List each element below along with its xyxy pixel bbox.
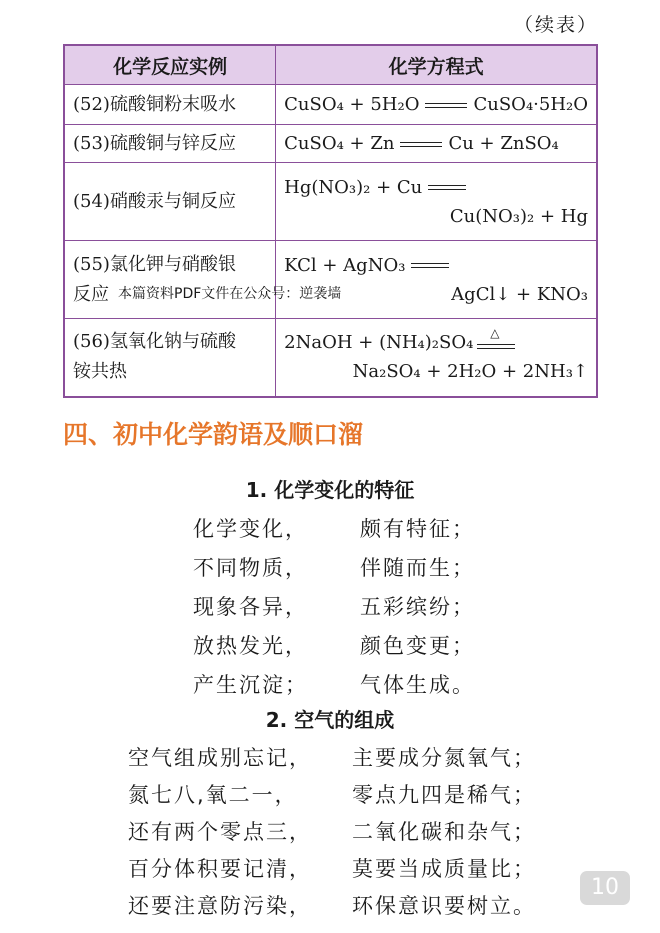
reaction-name: (53)硫酸铜与锌反应: [64, 125, 276, 163]
table-header-row: [64, 45, 597, 85]
page-number: 10: [580, 871, 630, 905]
verse-line-right: 环保意识要树立。: [352, 894, 536, 918]
verse-line-right: 五彩缤纷；: [360, 595, 475, 619]
reaction-name-line1: (55)氯化钾与硝酸银: [73, 253, 236, 275]
verse-line-left: 化学变化，: [193, 517, 308, 541]
verse-line-right: 气体生成。: [360, 673, 475, 697]
equals-sign-icon: [411, 263, 449, 268]
reaction-name: (52)硫酸铜粉末吸水: [64, 85, 276, 125]
verse-line-right: 主要成分氮氧气；: [352, 746, 536, 770]
equation: [276, 241, 597, 319]
reaction-table: [63, 44, 598, 398]
verse-line-left: 放热发光，: [193, 634, 308, 658]
table-row: [64, 319, 597, 397]
verse-line-right: 二氧化碳和杂气；: [352, 820, 536, 844]
verse-line-left: 现象各异，: [193, 595, 308, 619]
table-row: [64, 163, 597, 241]
verse-line-right: 颇有特征；: [360, 517, 475, 541]
verse-line-left: 还要注意防污染，: [128, 894, 312, 918]
verse-line-right: 伴随而生；: [360, 556, 475, 580]
section-title: 四、初中化学韵语及顺口溜: [63, 420, 364, 449]
verse-line-right: 零点九四是稀气；: [352, 783, 536, 807]
heat-condition: △: [490, 326, 500, 341]
equation: [276, 163, 597, 241]
continued-label: （续表）: [513, 14, 598, 36]
reaction-name-line2: 铵共热: [73, 361, 127, 383]
verse-line-right: 莫要当成质量比；: [352, 857, 536, 881]
equation-right: Cu(NO₃)₂ + Hg: [449, 205, 588, 227]
equation: [276, 319, 597, 397]
verse-line-left: 氮七八,氧二一，: [128, 783, 298, 807]
equals-sign-icon: [425, 103, 467, 108]
equation-left: KCl + AgNO₃: [284, 254, 406, 276]
equation: [276, 125, 597, 163]
header-reaction-example: 化学反应实例: [64, 45, 276, 85]
verse-line-left: 不同物质，: [193, 556, 308, 580]
table-row: [64, 125, 597, 163]
verse-line-right: 颜色变更；: [360, 634, 475, 658]
equation: [276, 85, 597, 125]
poem-title: 1. 化学变化的特征: [245, 478, 415, 502]
equation-left: 2NaOH + (NH₄)₂SO₄: [284, 332, 474, 354]
equation-right: Cu + ZnSO₄: [448, 133, 559, 154]
verse-line-left: 百分体积要记清，: [128, 857, 312, 881]
reaction-name: (54)硝酸汞与铜反应: [64, 163, 276, 241]
reaction-name: [64, 241, 276, 319]
table-row: [64, 241, 597, 319]
reaction-name-line1: (56)氢氧化钠与硫酸: [73, 331, 236, 353]
reaction-name: [64, 319, 276, 397]
poem-title: 2. 空气的组成: [265, 708, 395, 732]
table-row: [64, 85, 597, 125]
reaction-name-line2: 反应: [73, 283, 109, 305]
watermark-text: 本篇资料PDF文件在公众号：逆袭墙: [118, 286, 342, 302]
equation-left: CuSO₄ + Zn: [284, 133, 395, 154]
equation-right: CuSO₄·5H₂O: [473, 94, 588, 115]
equation-right: AgCl↓ + KNO₃: [451, 283, 588, 305]
equals-sign-icon: [400, 142, 442, 147]
equation-left: Hg(NO₃)₂ + Cu: [284, 176, 423, 198]
header-equation: 化学方程式: [276, 45, 597, 85]
heating-equals-icon: [477, 326, 515, 351]
verse-line-left: 空气组成别忘记，: [128, 746, 312, 770]
verse-line-left: 还有两个零点三，: [128, 820, 312, 844]
equation-right: Na₂SO₄ + 2H₂O + 2NH₃↑: [352, 361, 588, 383]
equals-sign-icon: [428, 185, 466, 190]
verse-line-left: 产生沉淀；: [193, 673, 308, 697]
equation-left: CuSO₄ + 5H₂O: [284, 94, 420, 115]
